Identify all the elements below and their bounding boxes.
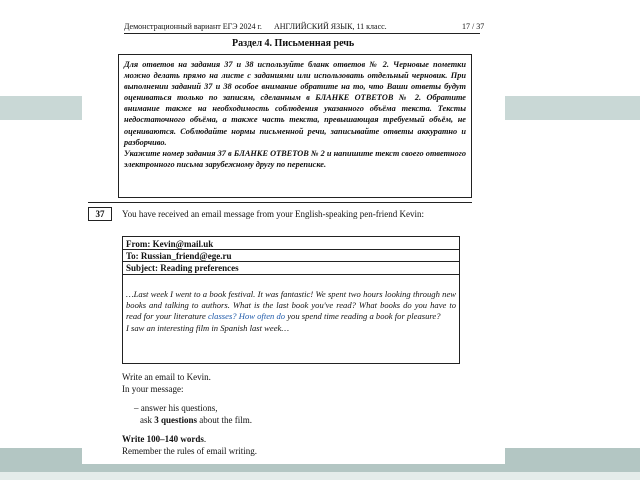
write-email-line: Write an email to Kevin. — [122, 372, 211, 382]
email-body-line-2: I saw an interesting film in Spanish last week… — [126, 322, 289, 333]
word-count-line — [122, 434, 472, 446]
task-intro: You have received an email message from your English-speaking pen-friend Kevin: — [122, 209, 424, 219]
bullet-ask-count: 3 questions — [154, 414, 198, 425]
section-title: Раздел 4. Письменная речь — [232, 38, 355, 49]
bullet-ask-questions — [122, 415, 472, 427]
instructions-paragraph-2: Укажите номер задания 37 в БЛАНКЕ ОТВЕТОВ № 2 и напишите текст своего ответного электронного письма зарубежному другу по переписке. — [124, 148, 466, 169]
email-box — [122, 236, 460, 364]
header-page-number: 17 / 37 — [462, 22, 485, 31]
email-to: To: Russian_friend@ege.ru — [126, 251, 232, 261]
word-count-period: . — [203, 434, 207, 444]
in-message-line: In your message: — [122, 383, 184, 394]
email-divider — [123, 261, 459, 262]
email-subject: Subject: Reading preferences — [126, 263, 239, 273]
bullet-ask-text-end: about the film. — [197, 414, 253, 425]
instructions-paragraph-1: Для ответов на задания 37 и 38 используйте бланк ответов № 2. Черновые пометки можно делать прямо на листе с заданиями или использовать отдельный черновик. При выполнении заданий 37 и 38 особое внимание обратите на то, что Ваши ответы будут оцениваться только по записям, сделанным в БЛАНКЕ ОТВЕТОВ № 2. Обратите внимание также на необходимость соблюдения указанного объёма текста. Тексты недостаточного объёма, а также часть текста, превышающая требуемый объём, не оцениваются. Соблюдайте нормы письменной речи, записывайте ответы аккуратно и разборчиво. — [124, 60, 466, 147]
header-subject: АНГЛИЙСКИЙ ЯЗЫК, 11 класс. — [274, 22, 387, 31]
right-accent-band — [505, 96, 640, 120]
bullet-ask-text: ask — [140, 414, 155, 425]
instructions-box — [118, 54, 472, 198]
task-number: 37 — [88, 207, 112, 221]
task-divider — [88, 202, 472, 203]
email-body-text-end: you spend time reading a book for pleasure? — [285, 311, 441, 322]
email-body-highlight: classes? How often do — [207, 311, 286, 322]
task-instructions — [122, 372, 472, 457]
bottom-stripe — [0, 472, 640, 480]
remember-rules-line: Remember the rules of email writing. — [122, 445, 257, 456]
word-count: Write 100–140 words — [122, 434, 204, 444]
email-divider — [123, 249, 459, 250]
bullet-answer-questions: – answer his questions, — [134, 403, 218, 413]
left-accent-band — [0, 96, 82, 120]
email-body — [126, 289, 456, 334]
email-from: From: Kevin@mail.uk — [126, 239, 214, 249]
exam-page — [82, 6, 505, 464]
email-body-text: …Last week I went to a book festival. It was fantastic! We spent two hours looking through new books and talking to authors. What is the last book you've read? What books do you have to read for your literature — [126, 289, 456, 322]
header-divider — [124, 33, 480, 34]
header-left: Демонстрационный вариант ЕГЭ 2024 г. — [124, 22, 262, 31]
email-divider — [123, 274, 459, 275]
